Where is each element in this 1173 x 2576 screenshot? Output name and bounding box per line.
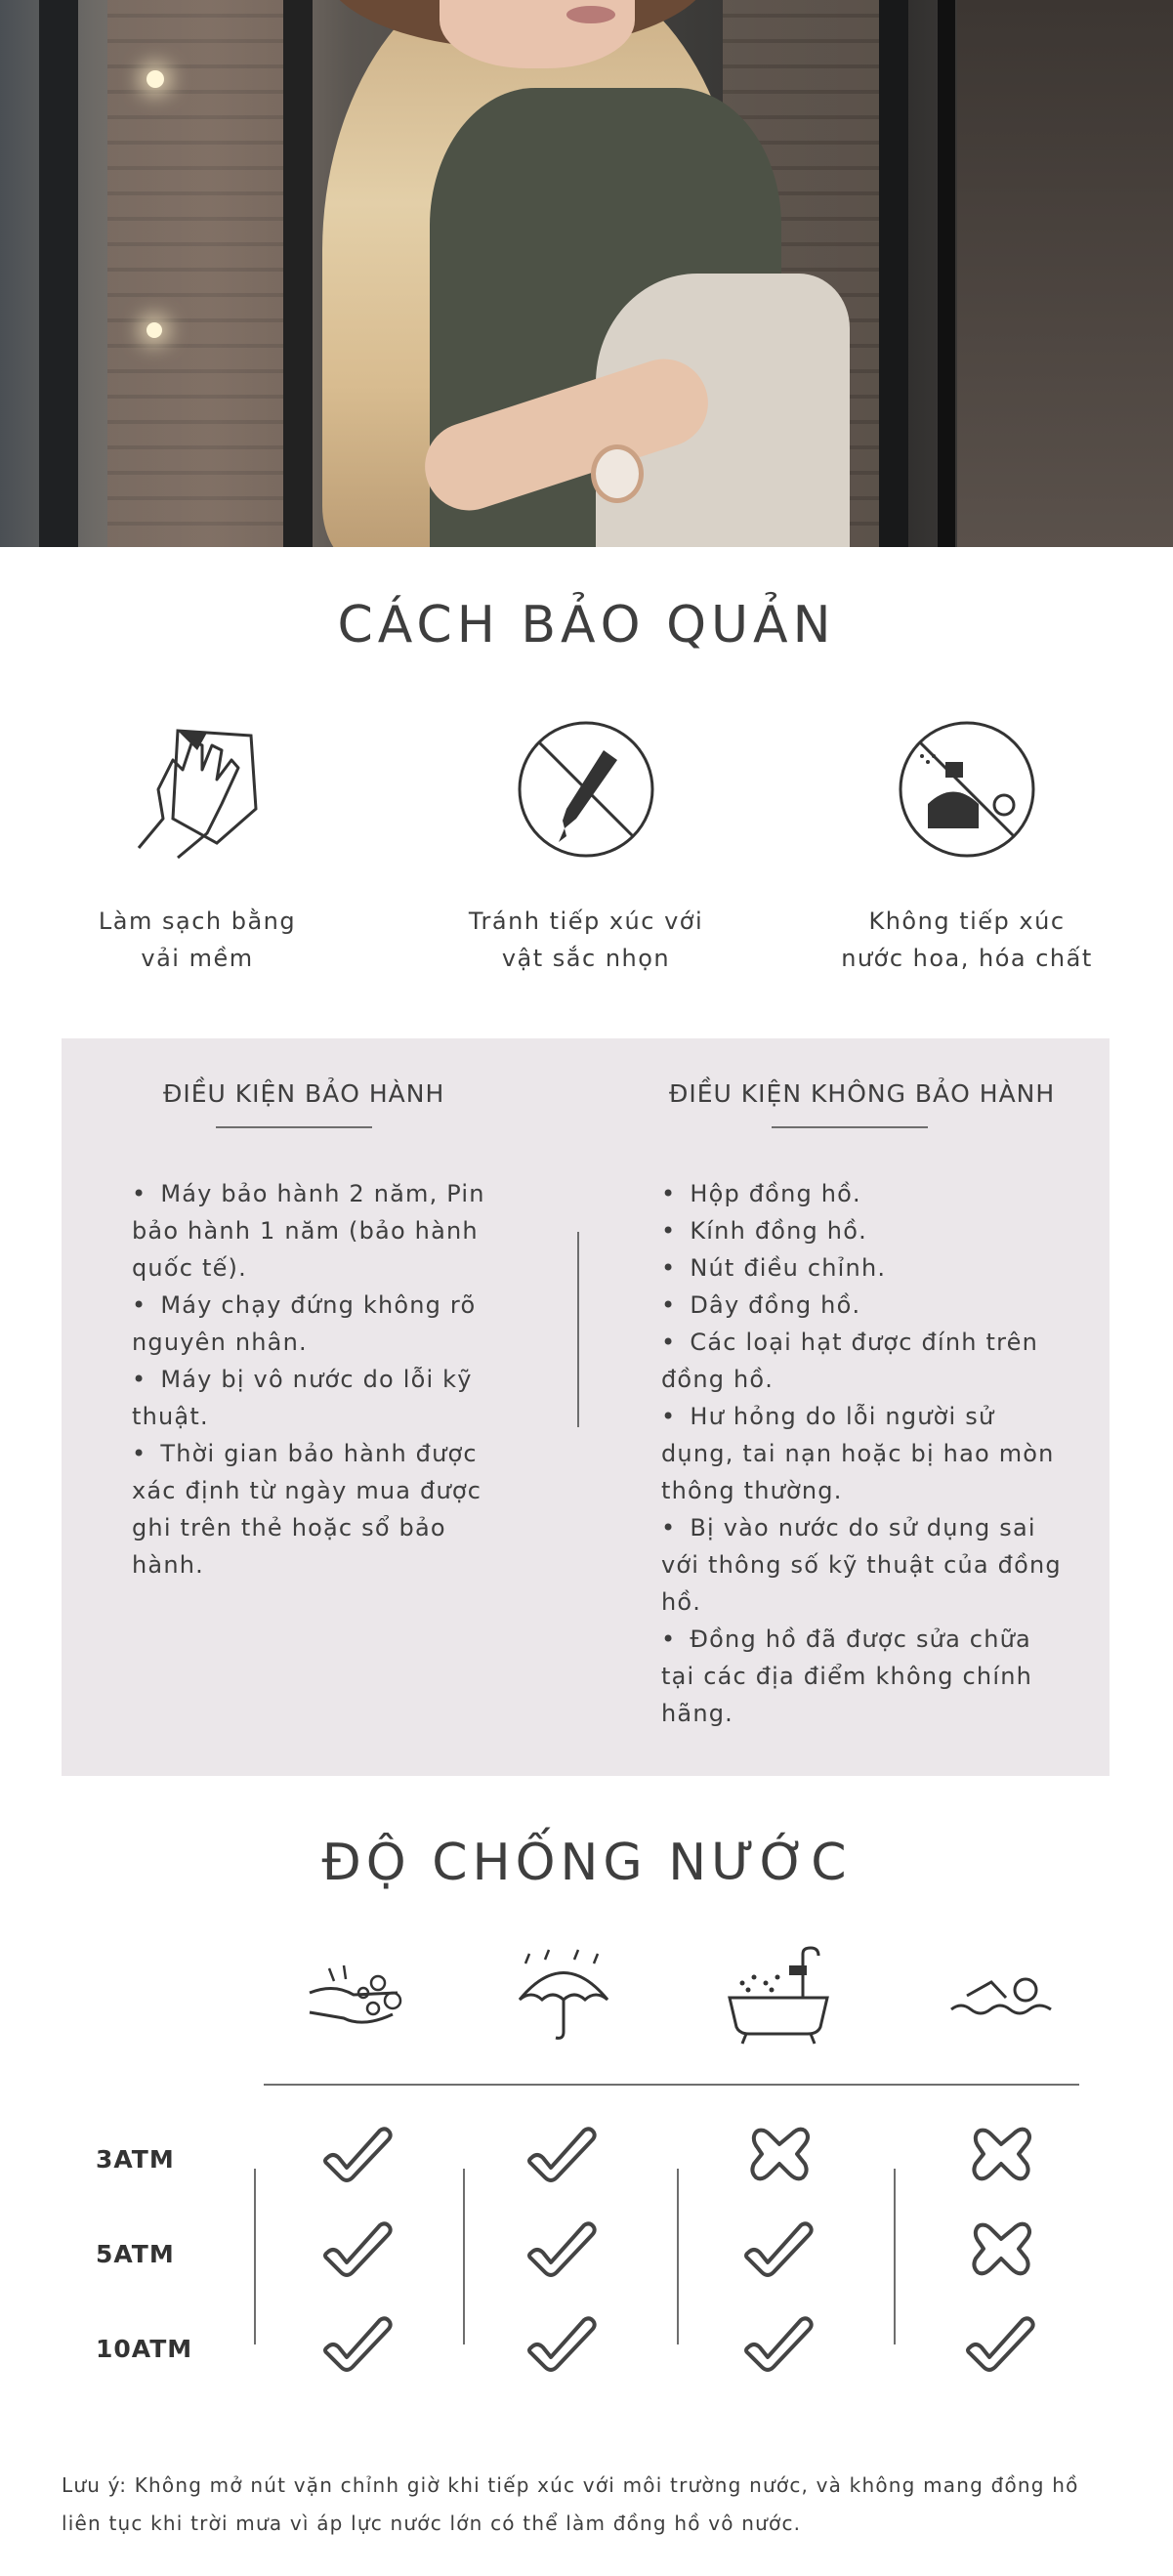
check-icon [524,2125,602,2183]
warranty-heading-rule [216,1126,372,1128]
list-item: • Nút điều chỉnh. [661,1249,1071,1287]
cross-icon [962,2219,1040,2278]
bathtub-shower-icon [725,1944,832,2047]
list-item: • Các loại hạt được đính trên đồng hồ. [661,1324,1071,1398]
table-divider [894,2169,896,2344]
care-item-no-sharp [440,711,733,977]
care-title: CÁCH BẢO QUẢN [337,596,836,655]
note-text: Lưu ý: Không mở nút vặn chỉnh giờ khi tiếp xúc với môi trường nước, và không mang đồng hồ liên tục khi trời mưa vì áp lực nước lớn có thể làm đồng hồ vô nước. [62,2473,1079,2535]
no-warranty-list [661,1175,1071,1732]
list-item: • Máy chạy đứng không rõ nguyên nhân. [132,1287,523,1361]
cross-icon [962,2125,1040,2183]
list-item: • Thời gian bảo hành được xác định từ ngày mua được ghi trên thẻ hoặc sổ bảo hành. [132,1435,523,1584]
cross-icon [740,2125,818,2183]
no-warranty-heading-rule [772,1126,928,1128]
warranty-panel [62,1038,1110,1776]
list-item: • Dây đồng hồ. [661,1287,1071,1324]
check-icon [740,2314,818,2373]
table-divider [677,2169,679,2344]
column-divider [577,1232,579,1427]
hero-photo [0,0,1173,547]
handwash-icon [305,1954,412,2042]
no-perfume-icon [889,711,1045,867]
no-knife-icon [508,711,664,867]
care-item-clean [51,711,344,977]
list-item: • Máy bị vô nước do lỗi kỹ thuật. [132,1361,523,1435]
swimming-icon [947,1968,1055,2027]
care-label-clean: Làm sạch bằng vải mềm [98,908,297,972]
no-warranty-heading: ĐIỀU KIỆN KHÔNG BẢO HÀNH [669,1079,1056,1108]
check-icon [524,2219,602,2278]
row-label-3atm: 3ATM [96,2145,175,2174]
check-icon [962,2314,1040,2373]
list-item: • Máy bảo hành 2 năm, Pin bảo hành 1 năm (bảo hành quốc tế). [132,1175,523,1287]
table-divider [254,2169,256,2344]
hand-cloth-icon [119,711,275,867]
water-table-rule [264,2084,1079,2086]
care-item-no-perfume [820,711,1113,977]
check-icon [740,2219,818,2278]
list-item: • Đồng hồ đã được sửa chữa tại các địa điểm không chính hãng. [661,1621,1071,1732]
check-icon [319,2219,398,2278]
water-title: ĐỘ CHỐNG NƯỚC [321,1834,852,1892]
table-divider [463,2169,465,2344]
list-item: • Bị vào nước do sử dụng sai với thông số kỹ thuật của đồng hồ. [661,1509,1071,1621]
check-icon [319,2125,398,2183]
care-label-no-sharp: Tránh tiếp xúc với vật sắc nhọn [468,908,704,972]
warranty-heading: ĐIỀU KIỆN BẢO HÀNH [163,1079,445,1108]
care-label-no-perfume: Không tiếp xúc nước hoa, hóa chất [841,908,1093,972]
list-item: • Hộp đồng hồ. [661,1175,1071,1212]
check-icon [319,2314,398,2373]
row-label-5atm: 5ATM [96,2240,175,2268]
row-label-10atm: 10ATM [96,2335,193,2363]
list-item: • Kính đồng hồ. [661,1212,1071,1249]
list-item: • Hư hỏng do lỗi người sử dụng, tai nạn hoặc bị hao mòn thông thường. [661,1398,1071,1509]
watch-image [591,444,644,503]
warranty-list [132,1175,523,1584]
check-icon [524,2314,602,2373]
umbrella-rain-icon [510,1946,617,2044]
